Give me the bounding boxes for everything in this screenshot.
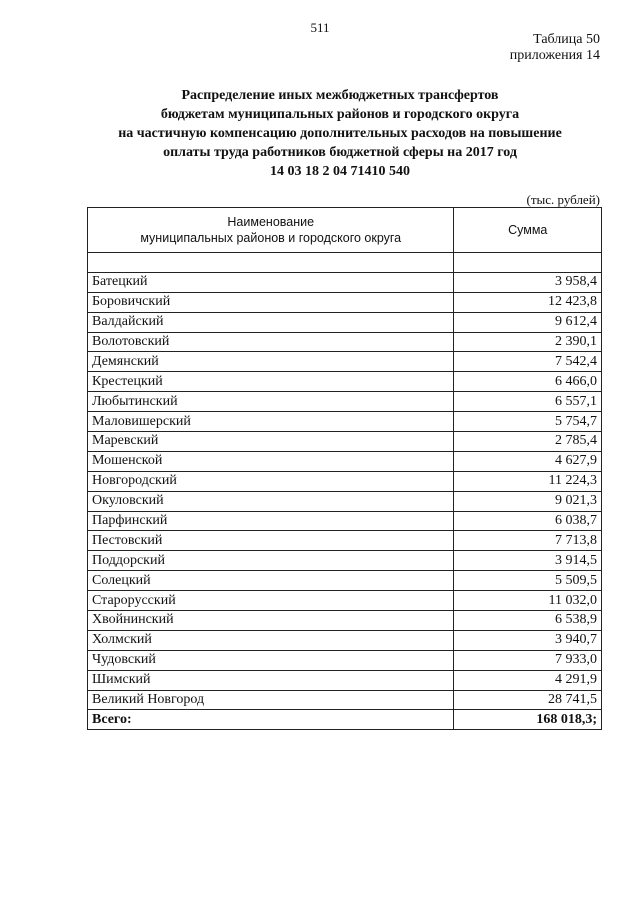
title-line-1: Распределение иных межбюджетных трансфертов (181, 88, 499, 103)
table-row (88, 352, 602, 372)
table-row (88, 412, 602, 432)
district-name: Солецкий (88, 571, 454, 591)
table-row (88, 571, 602, 591)
units-label: (тыс. рублей) (526, 192, 600, 207)
appendix-reference (510, 32, 600, 64)
district-sum: 7 542,4 (454, 352, 602, 372)
spacer-cell (88, 253, 454, 273)
table-row (88, 372, 602, 392)
district-sum: 3 958,4 (454, 272, 602, 292)
table-row (88, 650, 602, 670)
table-row (88, 312, 602, 332)
district-sum: 7 713,8 (454, 531, 602, 551)
district-name: Холмский (88, 630, 454, 650)
page-number: 511 (310, 20, 330, 35)
district-sum: 7 933,0 (454, 650, 602, 670)
district-sum: 5 509,5 (454, 571, 602, 591)
table-body (88, 253, 602, 730)
district-name: Парфинский (88, 511, 454, 531)
district-sum: 9 612,4 (454, 312, 602, 332)
table-label: Таблица 50 (533, 32, 600, 47)
header-name-line-2: муниципальных районов и городского округа (140, 231, 402, 245)
district-sum: 11 224,3 (454, 471, 602, 491)
district-name: Маревский (88, 432, 454, 452)
district-sum: 28 741,5 (454, 690, 602, 710)
table-row (88, 332, 602, 352)
district-sum: 6 466,0 (454, 372, 602, 392)
district-sum: 6 038,7 (454, 511, 602, 531)
district-name: Боровичский (88, 292, 454, 312)
district-name: Волотовский (88, 332, 454, 352)
attachment-label: приложения 14 (509, 48, 600, 63)
table-row (88, 432, 602, 452)
header-name-line-1: Наименование (227, 215, 315, 229)
district-sum: 2 390,1 (454, 332, 602, 352)
district-sum: 6 538,9 (454, 611, 602, 631)
district-name: Великий Новгород (88, 690, 454, 710)
district-name: Новгородский (88, 471, 454, 491)
district-name: Чудовский (88, 650, 454, 670)
district-sum: 9 021,3 (454, 491, 602, 511)
district-sum: 4 291,9 (454, 670, 602, 690)
table-row (88, 392, 602, 412)
table-row (88, 511, 602, 531)
spacer-cell (454, 253, 602, 273)
district-name: Любытинский (88, 392, 454, 412)
district-sum: 5 754,7 (454, 412, 602, 432)
table-row (88, 491, 602, 511)
district-sum: 12 423,8 (454, 292, 602, 312)
district-name: Поддорский (88, 551, 454, 571)
title-line-4: оплаты труда работников бюджетной сферы на 2017 год (163, 145, 517, 160)
district-sum: 3 914,5 (454, 551, 602, 571)
district-name: Батецкий (88, 272, 454, 292)
document-title (60, 86, 620, 181)
table-row (88, 292, 602, 312)
table-row (88, 471, 602, 491)
district-sum: 11 032,0 (454, 591, 602, 611)
title-line-3: на частичную компенсацию дополнительных расходов на повышение (118, 126, 562, 141)
district-name: Хвойнинский (88, 611, 454, 631)
title-line-2: бюджетам муниципальных районов и городского округа (160, 107, 520, 122)
header-name (88, 208, 454, 253)
table-row (88, 611, 602, 631)
district-name: Старорусский (88, 591, 454, 611)
header-sum: Сумма (454, 208, 602, 253)
district-name: Валдайский (88, 312, 454, 332)
district-sum: 3 940,7 (454, 630, 602, 650)
district-name: Демянский (88, 352, 454, 372)
district-name: Маловишерский (88, 412, 454, 432)
table-row (88, 670, 602, 690)
district-sum: 2 785,4 (454, 432, 602, 452)
district-name: Окуловский (88, 491, 454, 511)
table-row (88, 531, 602, 551)
district-name: Пестовский (88, 531, 454, 551)
district-name: Крестецкий (88, 372, 454, 392)
district-name: Мошенской (88, 451, 454, 471)
budget-code: 14 03 18 2 04 71410 540 (270, 164, 410, 179)
district-sum: 6 557,1 (454, 392, 602, 412)
total-sum: 168 018,3; (454, 710, 602, 730)
header-spacer-row (88, 253, 602, 273)
table-row (88, 630, 602, 650)
total-row (88, 710, 602, 730)
total-label: Всего: (88, 710, 454, 730)
table-header-row (88, 208, 602, 253)
table-row (88, 451, 602, 471)
table-row (88, 690, 602, 710)
table-row (88, 551, 602, 571)
table-row (88, 272, 602, 292)
table-row (88, 591, 602, 611)
district-name: Шимский (88, 670, 454, 690)
transfers-table (87, 207, 602, 730)
district-sum: 4 627,9 (454, 451, 602, 471)
